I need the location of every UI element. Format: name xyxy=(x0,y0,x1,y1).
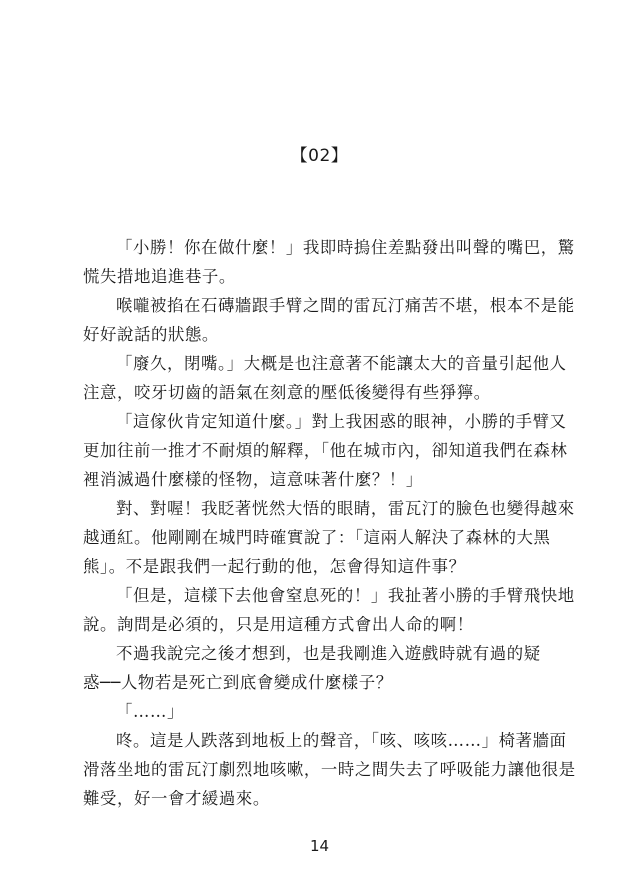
body-text xyxy=(83,233,576,813)
page-number: 14 xyxy=(309,837,330,855)
text-line: 難受，好一會才緩過來。 xyxy=(83,789,270,808)
text-line: 喉嚨被掐在石磚牆跟手臂之間的雷瓦汀痛苦不堪，根本不是能 xyxy=(116,296,575,315)
text-line: 惑──人物若是死亡到底會變成什麼樣子？ xyxy=(83,673,393,692)
text-line: 「但是，這樣下去他會窒息死的！」我扯著小勝的手臂飛快地 xyxy=(116,586,575,605)
text-line: 「廢久，閉嘴。」大概是也注意著不能讓太大的音量引起他人 xyxy=(116,354,567,373)
text-line: 好好說話的狀態。 xyxy=(83,325,219,344)
text-line: 「這傢伙肯定知道什麼。」對上我困惑的眼神，小勝的手臂又 xyxy=(116,412,567,431)
text-line: 滑落坐地的雷瓦汀劇烈地咳嗽，一時之間失去了呼吸能力讓他很是 xyxy=(83,760,576,779)
chapter-title: 【02】 xyxy=(290,146,349,166)
text-line: 越通紅。他剛剛在城門時確實說了：「這兩人解決了森林的大黑 xyxy=(83,528,551,547)
text-line: 慌失措地追進巷子。 xyxy=(83,267,236,286)
text-line: 對、對喔！我眨著恍然大悟的眼睛，雷瓦汀的臉色也變得越來 xyxy=(116,499,575,518)
text-line: 「……」 xyxy=(116,702,184,721)
text-line: 更加往前一推才不耐煩的解釋，「他在城市內，卻知道我們在森林 xyxy=(83,441,568,460)
text-line: 熊」。不是跟我們一起行動的他，怎會得知這件事？ xyxy=(83,557,466,576)
text-line: 不過我說完之後才想到，也是我剛進入遊戲時就有過的疑 xyxy=(116,644,541,663)
text-line: 裡消滅過什麼樣的怪物，這意味著什麼？！」 xyxy=(83,470,423,489)
text-line: 注意，咬牙切齒的語氣在刻意的壓低後變得有些猙獰。 xyxy=(83,383,491,402)
text-line: 「小勝！你在做什麼！」我即時摀住差點發出叫聲的嘴巴，驚 xyxy=(116,238,575,257)
text-line: 咚。這是人跌落到地板上的聲音，「咳、咳咳……」椅著牆面 xyxy=(116,731,567,750)
text-line: 說。詢問是必須的，只是用這種方式會出人命的啊！ xyxy=(83,615,474,634)
